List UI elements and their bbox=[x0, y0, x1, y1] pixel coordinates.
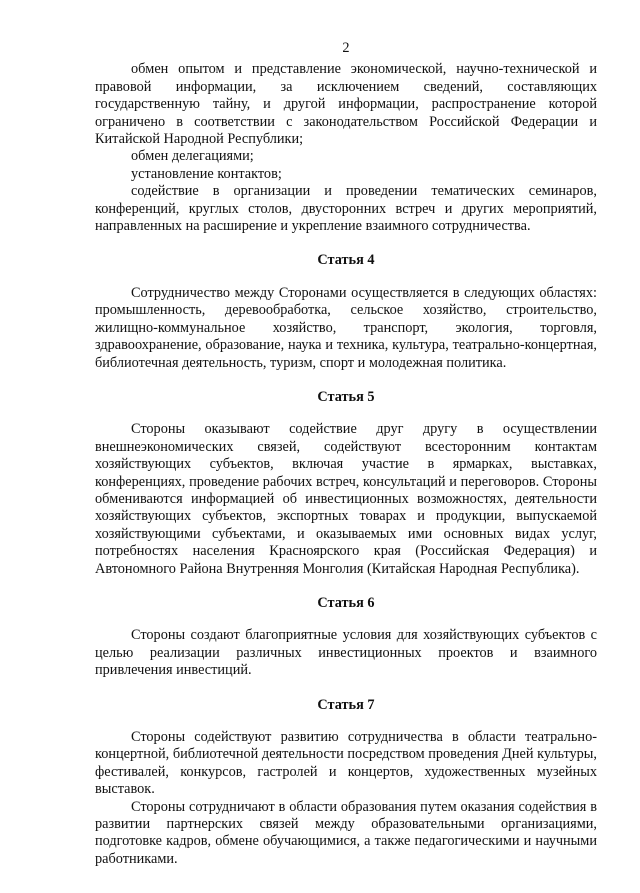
article-6-text: Стороны создают благоприятные условия для хозяйствующих субъектов с целью реализации различных инвестиционных проектов и взаимного привлечения инвестиций. bbox=[95, 627, 597, 679]
article-5-text: Стороны оказывают содействие друг другу в осуществлении внешнеэкономических связей, содействуют всесторонним контактам хозяйствующих субъектов, включая участие в ярмарках, выставках, конференциях, проведение рабочих встреч, консультаций и переговоров. Стороны обмениваются информацией об инвестиционных возможностях, деятельности хозяйствующих субъектов, экспортных товарах и продукции, выпускаемой хозяйствующими субъектами, и оказываемых ими основных видах услуг, потребностях населения Красноярского края (Российская Федерация) и Автономного Района Внутренняя Монголия (Китайская Народная Республика). bbox=[95, 421, 597, 577]
page-number: 2 bbox=[342, 40, 350, 56]
article-4-heading: Статья 4 bbox=[317, 252, 375, 269]
article-7-text-education: Стороны сотрудничают в области образования путем оказания содействия в развитии партнерских связей между образовательными организациями, подготовке кадров, обмене обучающимися, а также педагогическими и научными работниками. bbox=[95, 798, 597, 867]
article-7-heading: Статья 7 bbox=[317, 696, 375, 713]
document-page bbox=[95, 40, 597, 868]
intro-item-delegations: обмен делегациями; bbox=[131, 148, 254, 165]
intro-item-contacts: установление контактов; bbox=[131, 165, 282, 182]
article-4-text: Сотрудничество между Сторонами осуществляется в следующих областях: промышленность, деревообработка, сельское хозяйство, строительство, жилищно-коммунальное хозяйство, транспорт, экология, торговля, здравоохранение, образование, наука и техника, культура, театрально-концертная, библиотечная деятельность, туризм, спорт и молодежная политика. bbox=[95, 284, 597, 371]
intro-paragraph-events: содействие в организации и проведении тематических семинаров, конференций, круглых столов, двусторонних встреч и других мероприятий, направленных на расширение и укрепление взаимного сотрудничества. bbox=[95, 183, 597, 235]
article-5-heading: Статья 5 bbox=[317, 388, 375, 405]
article-6-heading: Статья 6 bbox=[317, 594, 375, 611]
intro-paragraph-exchange: обмен опытом и представление экономической, научно-технической и правовой информации, за исключением сведений, составляющих государственную тайну, и другой информации, распространение которой ограничено в соответствии с законодательством Российской Федерации и Китайской Народной Республики; bbox=[95, 61, 597, 148]
article-7-text-culture: Стороны содействуют развитию сотрудничества в области театрально-концертной, библиотечной деятельности посредством проведения Дней культуры, фестивалей, конкурсов, гастролей и концертов, художественных музейных выставок. bbox=[95, 729, 597, 798]
